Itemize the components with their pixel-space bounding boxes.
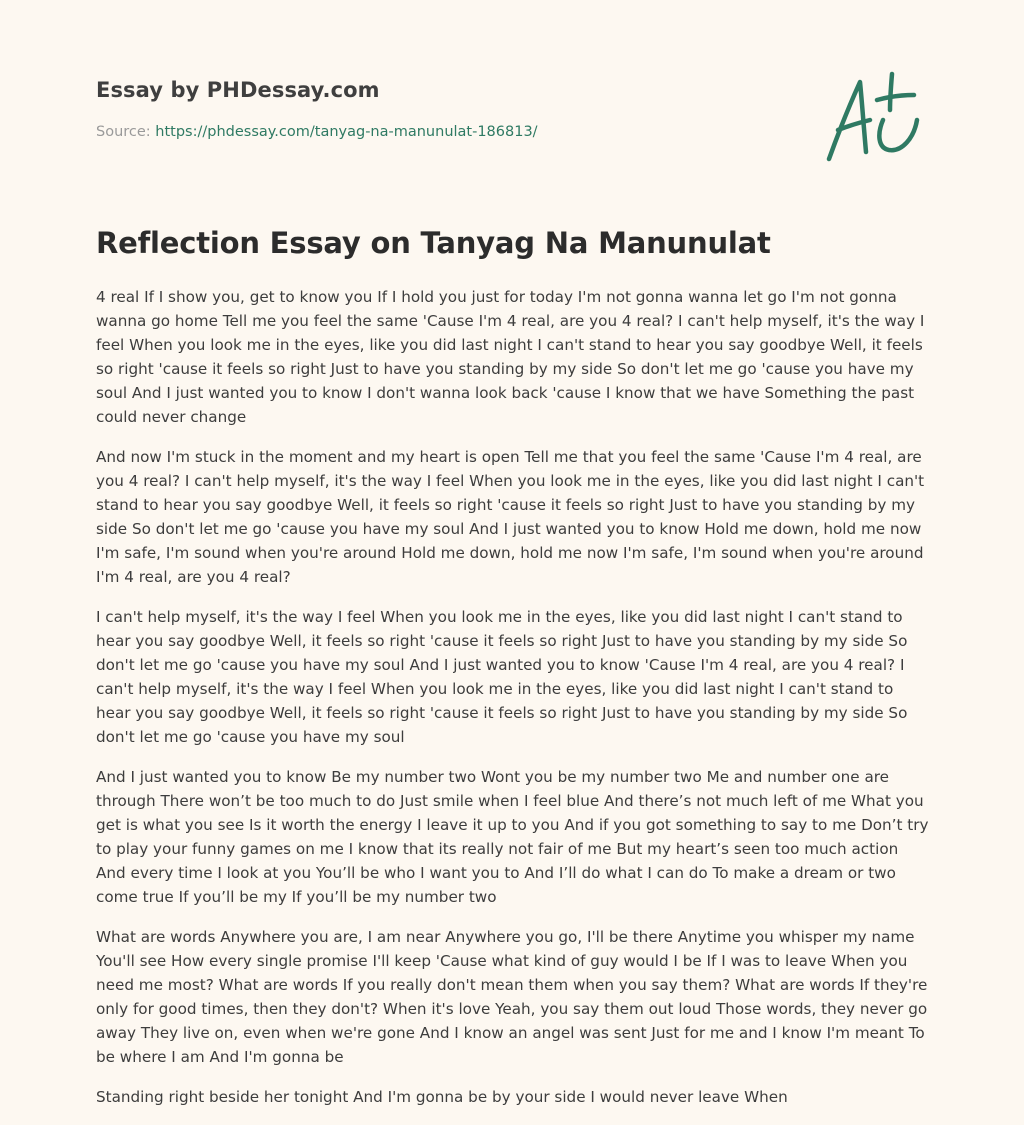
essay-paragraph: I can't help myself, it's the way I feel When you look me in the eyes, like you did last night I can't stand to hear you say goodbye Well, it feels so right 'cause it feels so right Just to have you standing by my side So don't let me go 'cause you have my soul And I just wanted you to know 'Cause I'm 4 real, are you 4 real? I can't help myself, it's the way I feel When you look me in the eyes, like you did last night I can't stand to hear you say goodbye Well, it feels so right 'cause it feels so right Just to have you standing by my side So don't let me go 'cause you have my soul xyxy=(96,608,908,746)
source-link[interactable]: https://phdessay.com/tanyag-na-manunulat-186813/ xyxy=(155,124,538,140)
essay-paragraph: Standing right beside her tonight And I'm gonna be by your side I would never leave When xyxy=(96,1088,788,1106)
essay-title: Reflection Essay on Tanyag Na Manunulat xyxy=(96,226,771,260)
essay-paragraph: And I just wanted you to know Be my number two Wont you be my number two Me and number one are through There won’t be too much to do Just smile when I feel blue And there’s not much left of me What you get is what you see Is it worth the energy I leave it up to you And if you got something to say to me Don’t try to play your funny games on me I know that its really not fair of me But my heart’s seen too much action And every time I look at you You’ll be who I want you to And I’ll do what I can do To make a dream or two come true If you’ll be my If you’ll be my number two xyxy=(96,768,929,906)
brand-title: Essay by PHDessay.com xyxy=(96,78,380,102)
essay-paragraph: What are words Anywhere you are, I am near Anywhere you go, I'll be there Anytime you whisper my name You'll see How every single promise I'll keep 'Cause what kind of guy would I be If I was to leave When you need me most? What are words If you really don't mean them when you say them? What are words If they're only for good times, then they don't? When it's love Yeah, you say them out loud Those words, they never go away They live on, even when we're gone And I know an angel was sent Just for me and I know I'm meant To be where I am And I'm gonna be xyxy=(96,928,928,1066)
source-line xyxy=(96,124,538,140)
essay-body xyxy=(96,285,931,1125)
essay-paragraph: And now I'm stuck in the moment and my heart is open Tell me that you feel the same 'Cause I'm 4 real, are you 4 real? I can't help myself, it's the way I feel When you look me in the eyes, like you did last night I can't stand to hear you say goodbye Well, it feels so right 'cause it feels so right Just to have you standing by my side So don't let me go 'cause you have my soul And I just wanted you to know Hold me down, hold me now I'm safe, I'm sound when you're around Hold me down, hold me now I'm safe, I'm sound when you're around I'm 4 real, are you 4 real? xyxy=(96,448,925,586)
source-label: Source: xyxy=(96,124,156,140)
a-plus-grade-icon xyxy=(822,68,926,164)
essay-paragraph: 4 real If I show you, get to know you If I hold you just for today I'm not gonna wanna let go I'm not gonna wanna go home Tell me you feel the same 'Cause I'm 4 real, are you 4 real? I can't help myself, it's the way I feel When you look me in the eyes, like you did last night I can't stand to hear you say goodbye Well, it feels so right 'cause it feels so right Just to have you standing by my side So don't let me go 'cause you have my soul And I just wanted you to know I don't wanna look back 'cause I know that we have Something the past could never change xyxy=(96,288,925,426)
